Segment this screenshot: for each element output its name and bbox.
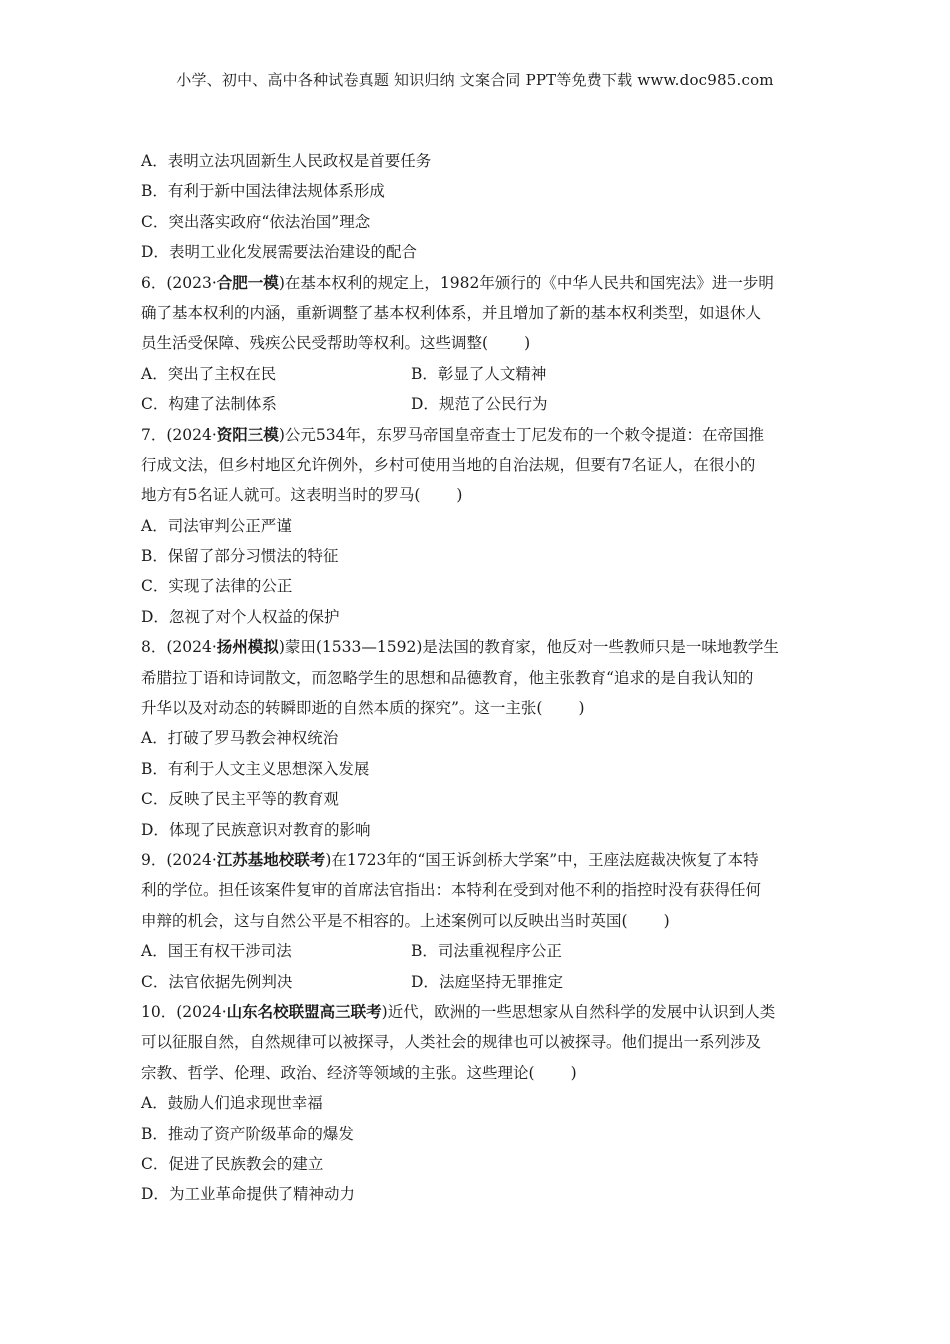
- question-6: [141, 268, 811, 420]
- option-a: A．鼓励人们追求现世幸福: [141, 1094, 323, 1113]
- option-c: C．反映了民主平等的教育观: [141, 790, 339, 809]
- option-row: [141, 359, 811, 389]
- option-a: A．表明立法巩固新生人民政权是首要任务: [141, 152, 432, 170]
- page-header: 小学、初中、高中各种试卷真题 知识归纳 文案合同 PPT等免费下载 www.doc985.com: [176, 71, 774, 89]
- exam-content: [141, 146, 811, 1210]
- option-b: B．司法重视程序公正: [411, 942, 562, 961]
- option-a: A．国王有权干涉司法: [141, 942, 292, 961]
- question-stem-line: 升华以及对动态的转瞬即逝的自然本质的探究”。这一主张( ): [141, 699, 585, 718]
- option-b: B．彰显了人文精神: [411, 364, 547, 383]
- question-8: [141, 632, 811, 845]
- question-stem-line: 确了基本权利的内涵，重新调整了基本权利体系，并且增加了新的基本权利类型，如退休人: [141, 303, 762, 322]
- question-9: [141, 845, 811, 997]
- option-a: A．打破了罗马教会神权统治: [141, 729, 339, 748]
- question-stem-line: 10．(2024·山东名校联盟高三联考)近代，欧洲的一些思想家从自然科学的发展中认识到人类: [141, 1001, 776, 1021]
- question-stem-line: 8．(2024·扬州模拟)蒙田(1533—1592)是法国的教育家，他反对一些教师只是一味地教学生: [141, 637, 779, 657]
- option-c: C．促进了民族教会的建立: [141, 1154, 324, 1173]
- option-c: C．突出落实政府“依法治国”理念: [141, 212, 371, 231]
- option-c: C．构建了法制体系: [141, 395, 277, 414]
- question-stem-line: 6．(2023·合肥一模)在基本权利的规定上，1982年颁行的《中华人民共和国宪法》进一步明: [141, 272, 774, 292]
- question-10: [141, 997, 811, 1210]
- option-b: B．有利于新中国法律法规体系形成: [141, 182, 385, 201]
- option-row: [141, 967, 811, 997]
- question-stem-line: 希腊拉丁语和诗词散文，而忽略学生的思想和品德教育，他主张教育“追求的是自我认知的: [141, 668, 754, 687]
- option-a: A．司法审判公正严谨: [141, 516, 292, 535]
- question-stem-line: 行成文法，但乡村地区允许例外，乡村可使用当地的自治法规，但要有7名证人，在很小的: [141, 455, 756, 474]
- option-row: [141, 936, 811, 966]
- option-b: B．有利于人文主义思想深入发展: [141, 759, 370, 778]
- option-c: C．实现了法律的公正: [141, 577, 293, 596]
- option-d: D．规范了公民行为: [411, 395, 548, 414]
- option-d: D．体现了民族意识对教育的影响: [141, 820, 371, 839]
- question-7: [141, 420, 811, 633]
- question-stem-line: 员生活受保障、残疾公民受帮助等权利。这些调整( ): [141, 334, 531, 353]
- q5-options: [141, 146, 811, 268]
- question-stem-line: 9．(2024·江苏基地校联考)在1723年的“国王诉剑桥大学案”中，王座法庭裁决恢复了本特: [141, 849, 759, 869]
- option-d: D．法庭坚持无罪推定: [411, 972, 563, 991]
- option-b: B．保留了部分习惯法的特征: [141, 547, 339, 566]
- option-row: [141, 389, 811, 419]
- option-b: B．推动了资产阶级革命的爆发: [141, 1124, 354, 1143]
- option-d: D．忽视了对个人权益的保护: [141, 607, 340, 626]
- option-c: C．法官依据先例判决: [141, 972, 293, 991]
- option-a: A．突出了主权在民: [141, 364, 277, 383]
- option-d: D．表明工业化发展需要法治建设的配合: [141, 243, 417, 262]
- question-stem-line: 申辩的机会，这与自然公平是不相容的。上述案例可以反映出当时英国( ): [141, 911, 670, 930]
- question-stem-line: 利的学位。担任该案件复审的首席法官指出：本特利在受到对他不利的指控时没有获得任何: [141, 881, 762, 900]
- question-stem-line: 宗教、哲学、伦理、政治、经济等领域的主张。这些理论( ): [141, 1063, 577, 1082]
- question-stem-line: 7．(2024·资阳三模)公元534年，东罗马帝国皇帝查士丁尼发布的一个敕令提道：在帝国推: [141, 424, 764, 444]
- question-stem-line: 地方有5名证人就可。这表明当时的罗马( ): [141, 486, 463, 505]
- question-stem-line: 可以征服自然，自然规律可以被探寻，人类社会的规律也可以被探寻。他们提出一系列涉及: [141, 1033, 762, 1052]
- option-d: D．为工业革命提供了精神动力: [141, 1185, 355, 1204]
